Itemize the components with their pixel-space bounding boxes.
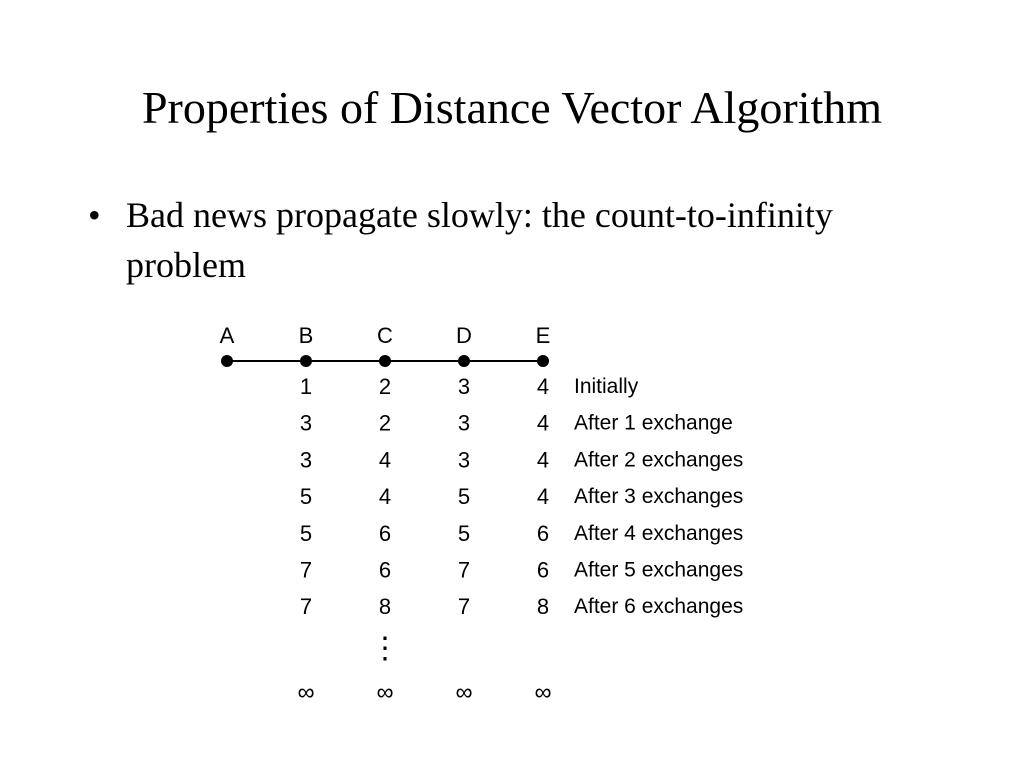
node-dot xyxy=(537,355,549,367)
exchange-label: After 5 exchanges xyxy=(574,558,744,582)
network-diagram xyxy=(200,316,820,716)
distance-value: 5 xyxy=(299,520,313,546)
distance-value: 5 xyxy=(457,520,471,546)
node-label: E xyxy=(535,323,551,348)
distance-value: 7 xyxy=(457,594,471,620)
distance-value: 2 xyxy=(378,410,392,436)
exchange-label: After 6 exchanges xyxy=(574,595,744,619)
node-dot xyxy=(379,355,391,367)
node-dot xyxy=(458,355,470,367)
distance-value: 8 xyxy=(378,594,392,620)
infinity-value: ∞ xyxy=(534,679,552,706)
distance-value: 4 xyxy=(536,374,550,399)
infinity-value: ∞ xyxy=(455,679,473,706)
distance-value: 4 xyxy=(378,447,392,473)
count-to-infinity-figure xyxy=(200,316,820,716)
exchange-label: After 1 exchange xyxy=(574,411,733,435)
vertical-ellipsis: ⋮ xyxy=(370,632,400,665)
distance-value: 3 xyxy=(457,410,471,436)
node-label: D xyxy=(456,323,472,348)
infinity-value: ∞ xyxy=(376,679,394,706)
distance-value: 2 xyxy=(378,374,392,399)
distance-value: 7 xyxy=(299,557,313,583)
infinity-value: ∞ xyxy=(297,679,315,706)
distance-value: 4 xyxy=(536,484,550,510)
distance-value: 5 xyxy=(299,484,313,510)
distance-value: 6 xyxy=(378,520,392,546)
exchange-label: After 2 exchanges xyxy=(574,448,744,472)
exchange-label: After 4 exchanges xyxy=(574,521,744,545)
distance-value: 3 xyxy=(457,447,471,473)
node-label: C xyxy=(377,323,393,348)
distance-value: 1 xyxy=(299,374,313,399)
distance-value: 6 xyxy=(536,557,550,583)
exchange-label: Initially xyxy=(574,375,639,398)
distance-value: 8 xyxy=(536,594,550,620)
distance-value: 4 xyxy=(378,484,392,510)
distance-value: 7 xyxy=(299,594,313,620)
distance-value: 3 xyxy=(457,374,471,399)
bullet-text: Bad news propagate slowly: the count-to-infinity problem xyxy=(126,195,833,285)
distance-value: 3 xyxy=(299,410,313,436)
distance-value: 4 xyxy=(536,410,550,436)
slide-title: Properties of Distance Vector Algorithm xyxy=(141,82,883,133)
bullet-marker: • xyxy=(88,195,101,235)
node-label: B xyxy=(298,323,314,348)
distance-value: 5 xyxy=(457,484,471,510)
distance-value: 7 xyxy=(457,557,471,583)
distance-value: 6 xyxy=(536,520,550,546)
distance-value: 6 xyxy=(378,557,392,583)
node-dot xyxy=(221,355,233,367)
node-dot xyxy=(300,355,312,367)
distance-value: 4 xyxy=(536,447,550,473)
distance-value: 3 xyxy=(299,447,313,473)
exchange-label: After 3 exchanges xyxy=(574,485,744,509)
node-label: A xyxy=(219,323,235,348)
